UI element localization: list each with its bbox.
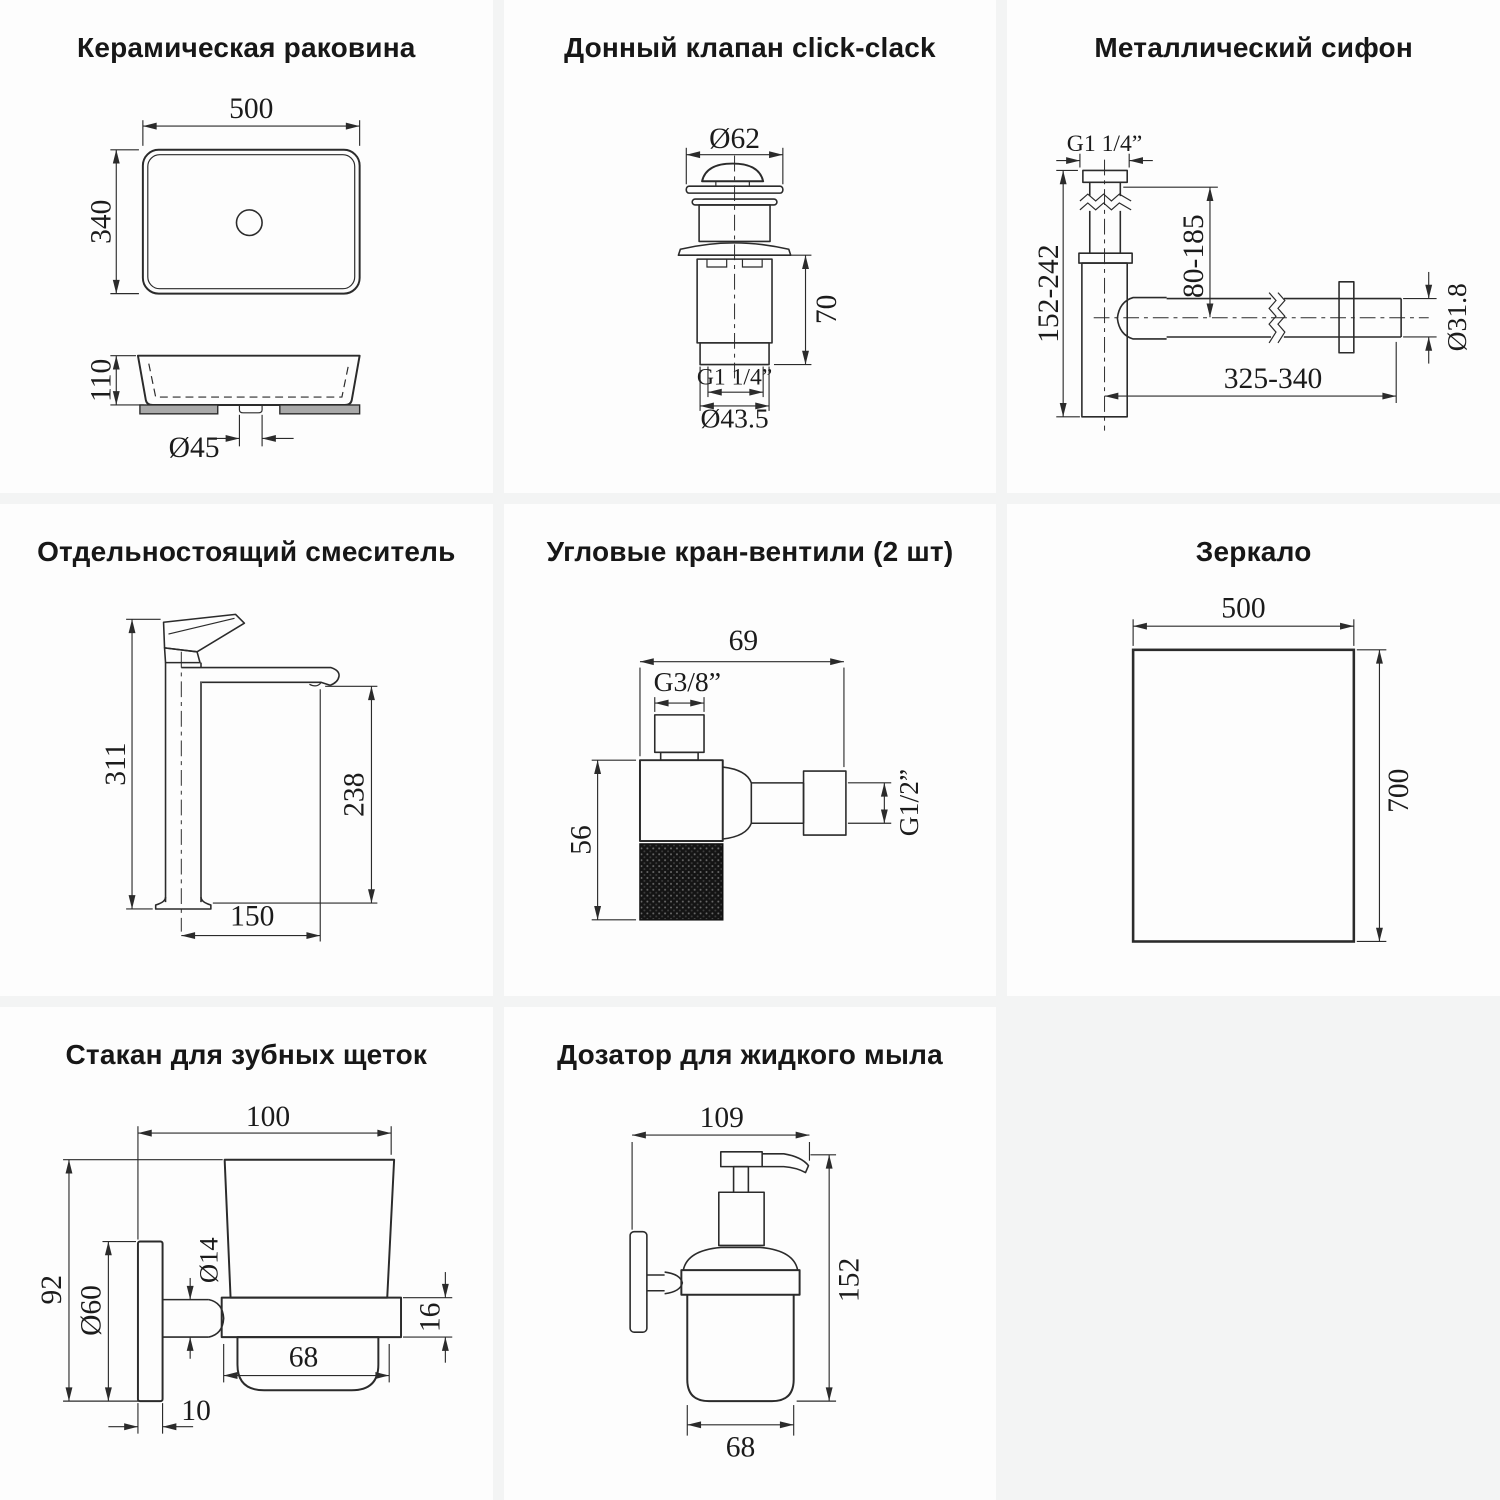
panel-sink-title: Керамическая раковина [77,32,416,63]
dim-faucet-height: 311 [100,742,133,786]
panel-pop-up-valve [504,0,997,493]
dim-pin-diameter: Ø14 [193,1237,224,1284]
faucet-drawing [0,504,493,997]
knurled-handle [640,844,723,920]
dim-faucet-reach: 150 [230,900,275,933]
dim-valve-thread-diameter: Ø43.5 [700,402,769,434]
panel-soap-dispenser-title: Дозатор для жидкого мыла [557,1039,943,1071]
panel-tumbler [0,1007,493,1500]
drain-hole [236,210,262,236]
dim-dispenser-height: 152 [833,1258,866,1303]
pump-spout [762,1154,808,1173]
dim-tumbler-width: 100 [245,1101,291,1134]
dim-siphon-length: 325-340 [1224,363,1323,396]
dim-cup-diameter: 68 [288,1341,319,1374]
panel-mirror-title: Зеркало [1195,535,1312,567]
dim-dispenser-width: 109 [699,1102,744,1135]
sink-side-view [138,356,360,414]
valve-body [678,156,790,381]
dim-valve-height: 56 [565,824,598,855]
panel-tumbler-title: Стакан для зубных щеток [65,1039,428,1071]
pump-head [720,1152,761,1167]
panel-faucet [0,504,493,997]
panel-angle-valves-title: Угловые кран-вентили (2 шт) [546,535,954,567]
dim-plate-diameter: Ø60 [75,1285,108,1337]
dim-siphon-riser: 80-185 [1178,214,1211,299]
panel-mirror [1007,504,1500,997]
pop-up-valve-drawing [504,0,997,493]
siphon-drawing [1007,0,1500,493]
panel-sink [0,0,493,493]
angle-valve-dimensions [565,624,923,919]
panel-soap-dispenser [504,1007,997,1500]
pump-neck [718,1193,763,1246]
mount-pin [664,1272,682,1294]
dim-mirror-height: 700 [1383,768,1416,813]
dim-siphon-height: 152-242 [1033,244,1066,343]
holder-ring [222,1298,401,1337]
glass-bottle [687,1295,793,1401]
outlet-thread [803,771,845,835]
faucet-lever [164,614,245,651]
dim-siphon-thread: G1 1/4” [1067,130,1143,157]
dim-valve-thread: G1 1/4” [696,364,772,391]
valve-cap [702,164,763,182]
faucet-body [156,614,339,931]
wall-plate [630,1232,647,1333]
dim-valve-cap: Ø62 [708,122,760,155]
wall-plate [138,1242,163,1402]
dim-sink-drain: Ø45 [168,432,220,465]
angle-valve-drawing [504,504,997,997]
dim-tumbler-height: 92 [36,1275,69,1305]
panel-siphon [1007,0,1500,493]
panel-faucet-title: Отдельностоящий смеситель [37,535,456,567]
glass-cup [225,1160,394,1298]
dispenser-dimensions [632,1103,866,1464]
dim-valve-length: 69 [728,624,758,657]
dim-dispenser-body: 68 [725,1431,755,1464]
dim-plate-depth: 10 [181,1395,211,1428]
panel-pop-up-valve-title: Донный клапан click-clack [564,32,936,63]
mirror-outline [1133,649,1354,941]
angle-valve-body [640,715,846,920]
sink-top-view [143,150,360,294]
mount-pad-left [140,405,218,414]
sink-drawing [0,0,493,493]
holder-ring [681,1270,799,1295]
empty-cell [1007,1007,1500,1500]
mirror-drawing [1007,504,1500,997]
mount-pad-right [280,405,360,414]
dim-siphon-pipe-diameter: Ø31.8 [1441,283,1473,352]
inlet-thread [654,715,703,752]
dispenser-body [630,1152,808,1401]
faucet-spout [181,667,339,685]
panel-siphon-title: Металлический сифон [1094,32,1413,63]
dim-faucet-spout-height: 238 [338,772,371,817]
panel-angle-valves [504,504,997,997]
dim-sink-height: 110 [85,358,118,402]
dim-sink-width: 500 [229,93,274,126]
dim-mirror-width: 500 [1221,591,1266,624]
dim-inlet-thread: G3/8” [653,665,721,697]
tumbler-drawing [0,1007,493,1500]
soap-dispenser-drawing [504,1007,997,1500]
tumbler-body [138,1160,401,1401]
dim-holder-height: 16 [414,1302,447,1333]
dim-sink-depth: 340 [85,199,118,244]
dim-valve-height: 70 [810,294,843,325]
mirror-dimensions [1133,592,1415,941]
siphon-dimensions [1034,131,1473,417]
dim-outlet-thread: G1/2” [892,768,924,836]
